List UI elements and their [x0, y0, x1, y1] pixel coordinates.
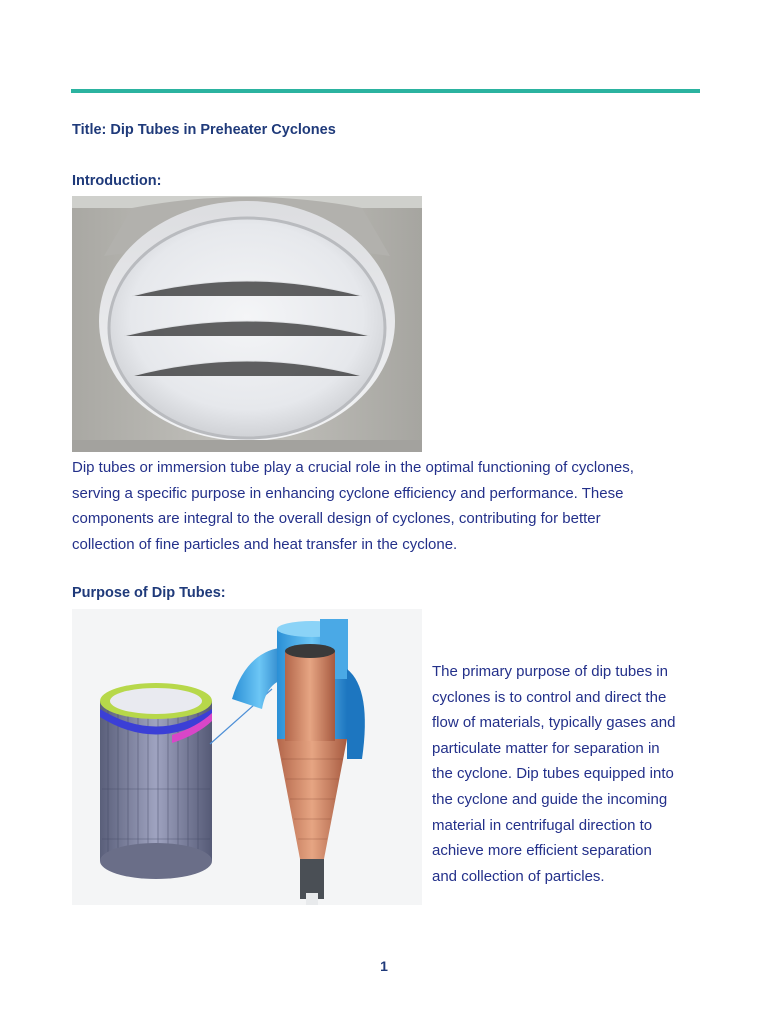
intro-line-4: collection of fine particles and heat transfer in the cyclone.	[72, 535, 458, 553]
dip-tube-photo	[72, 196, 422, 452]
purpose-line-6: the cyclone and guide the incoming	[432, 790, 668, 808]
intro-line-3: components are integral to the overall design of cyclones, contributing for better	[72, 510, 601, 528]
purpose-line-7: material in centrifugal direction to	[432, 816, 653, 834]
purpose-line-5: the cyclone. Dip tubes equipped into	[432, 765, 674, 783]
purpose-line-8: achieve more efficient separation	[432, 842, 652, 860]
introduction-paragraph	[72, 455, 702, 557]
purpose-line-2: cyclones is to control and direct the	[432, 688, 667, 706]
purpose-line-3: flow of materials, typically gases and	[432, 714, 676, 732]
intro-line-2: serving a specific purpose in enhancing cyclone efficiency and performance. These	[72, 484, 624, 502]
purpose-heading: Purpose of Dip Tubes:	[72, 585, 226, 601]
purpose-line-1: The primary purpose of dip tubes in	[432, 663, 668, 680]
purpose-paragraph	[432, 659, 732, 889]
introduction-heading: Introduction:	[72, 173, 162, 189]
page-number: 1	[380, 958, 388, 974]
purpose-line-4: particulate matter for separation in	[432, 739, 660, 757]
purpose-line-9: and collection of particles.	[432, 867, 605, 885]
document-title: Title: Dip Tubes in Preheater Cyclones	[72, 122, 336, 138]
cyclone-dip-tube-illustration	[72, 609, 422, 905]
intro-line-1: Dip tubes or immersion tube play a crucial role in the optimal functioning of cyclones,	[72, 459, 634, 476]
header-rule	[71, 89, 700, 93]
